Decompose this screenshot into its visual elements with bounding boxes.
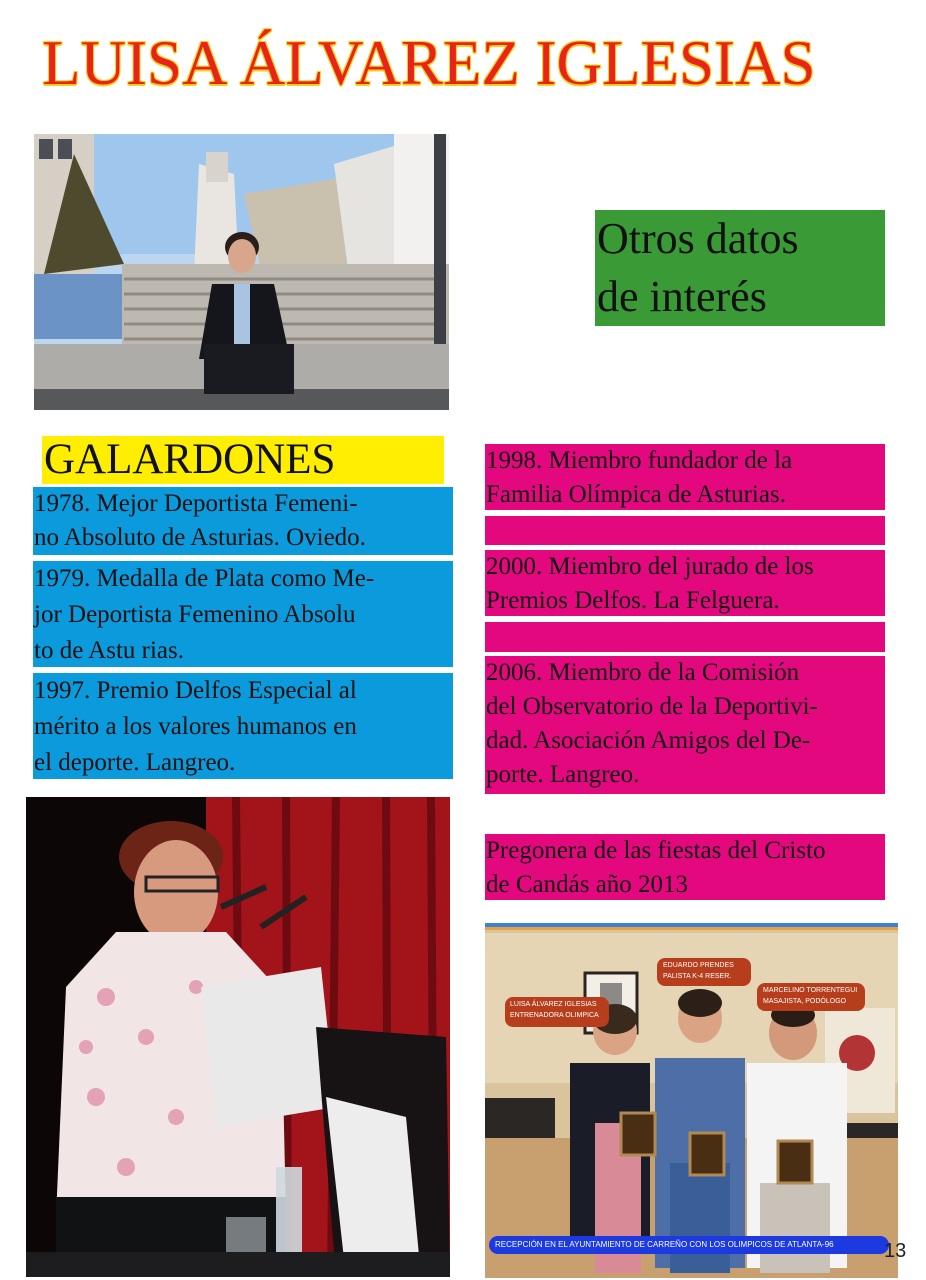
dato-pregonera-line-2: de Candás año 2013 <box>486 871 689 898</box>
page-title: LUISA ÁLVAREZ IGLESIAS <box>42 28 816 98</box>
dato-1998-line-1: 1998. Miembro fundador de la <box>486 447 793 474</box>
award-1997-line-2: mérito a los valores humanos en <box>34 713 357 740</box>
dato-1998 <box>485 444 885 510</box>
dato-2000-line-2: Premios Delfos. La Felguera. <box>486 587 780 614</box>
dato-2006-line-4: porte. Langreo. <box>486 761 640 788</box>
pink-spacer-2 <box>485 622 885 652</box>
label-eduardo-line-1: EDUARDO PRENDES <box>663 962 734 969</box>
dato-1998-line-2: Familia Olímpica de Asturias. <box>486 481 786 508</box>
award-1978 <box>33 487 453 555</box>
dato-2000-line-1: 2000. Miembro del jurado de los <box>486 553 814 580</box>
label-eduardo <box>663 960 753 982</box>
photo-caption: RECEPCIÓN EN EL AYUNTAMIENTO DE CARREÑO CON LOS OLIMPICOS DE ATLANTA-96 <box>495 1240 834 1249</box>
dato-2006-line-1: 2006. Miembro de la Comisión <box>486 659 800 686</box>
dato-pregonera-line-1: Pregonera de las fiestas del Cristo <box>486 837 826 864</box>
otros-datos-heading <box>595 210 885 326</box>
dato-2006 <box>485 656 885 794</box>
label-eduardo-line-2: PALISTA K-4 RESER. <box>663 973 732 980</box>
otros-datos-line-1: Otros datos <box>597 214 799 263</box>
label-luisa <box>510 999 610 1021</box>
label-luisa-line-1: LUISA ÁLVAREZ IGLESIAS <box>510 1001 597 1008</box>
pink-spacer-1 <box>485 516 885 545</box>
page-number: 13 <box>884 1240 907 1262</box>
award-1997 <box>33 673 453 779</box>
photo-reception <box>485 923 898 1278</box>
award-1997-line-1: 1997. Premio Delfos Especial al <box>34 677 357 704</box>
award-1978-line-2: no Absoluto de Asturias. Oviedo. <box>34 524 366 551</box>
photo-podium <box>26 797 450 1277</box>
dato-2000 <box>485 550 885 616</box>
dato-pregonera <box>485 834 885 900</box>
photo-podium-image <box>26 797 450 1277</box>
label-marcelino-line-2: MASAJISTA, PODÓLOGO <box>763 998 847 1005</box>
label-luisa-line-2: ENTRENADORA OLIMPICA <box>510 1012 599 1019</box>
label-marcelino <box>763 985 867 1007</box>
otros-datos-line-2: de interés <box>597 272 767 321</box>
award-1979-line-3: to de Astu rias. <box>34 637 184 664</box>
galardones-heading: GALARDONES <box>42 436 444 484</box>
award-1979-line-1: 1979. Medalla de Plata como Me- <box>34 565 375 592</box>
photo-stairs-image <box>34 134 449 410</box>
photo-stairs <box>34 134 449 410</box>
dato-2006-line-2: del Observatorio de la Deportivi- <box>486 693 818 720</box>
label-marcelino-line-1: MARCELINO TORRENTEGUI <box>763 987 858 994</box>
award-1979 <box>33 561 453 667</box>
award-1978-line-1: 1978. Mejor Deportista Femeni- <box>34 490 358 517</box>
award-1997-line-3: el deporte. Langreo. <box>34 749 236 776</box>
dato-2006-line-3: dad. Asociación Amigos del De- <box>486 727 811 754</box>
award-1979-line-2: jor Deportista Femenino Absolu <box>34 601 356 628</box>
